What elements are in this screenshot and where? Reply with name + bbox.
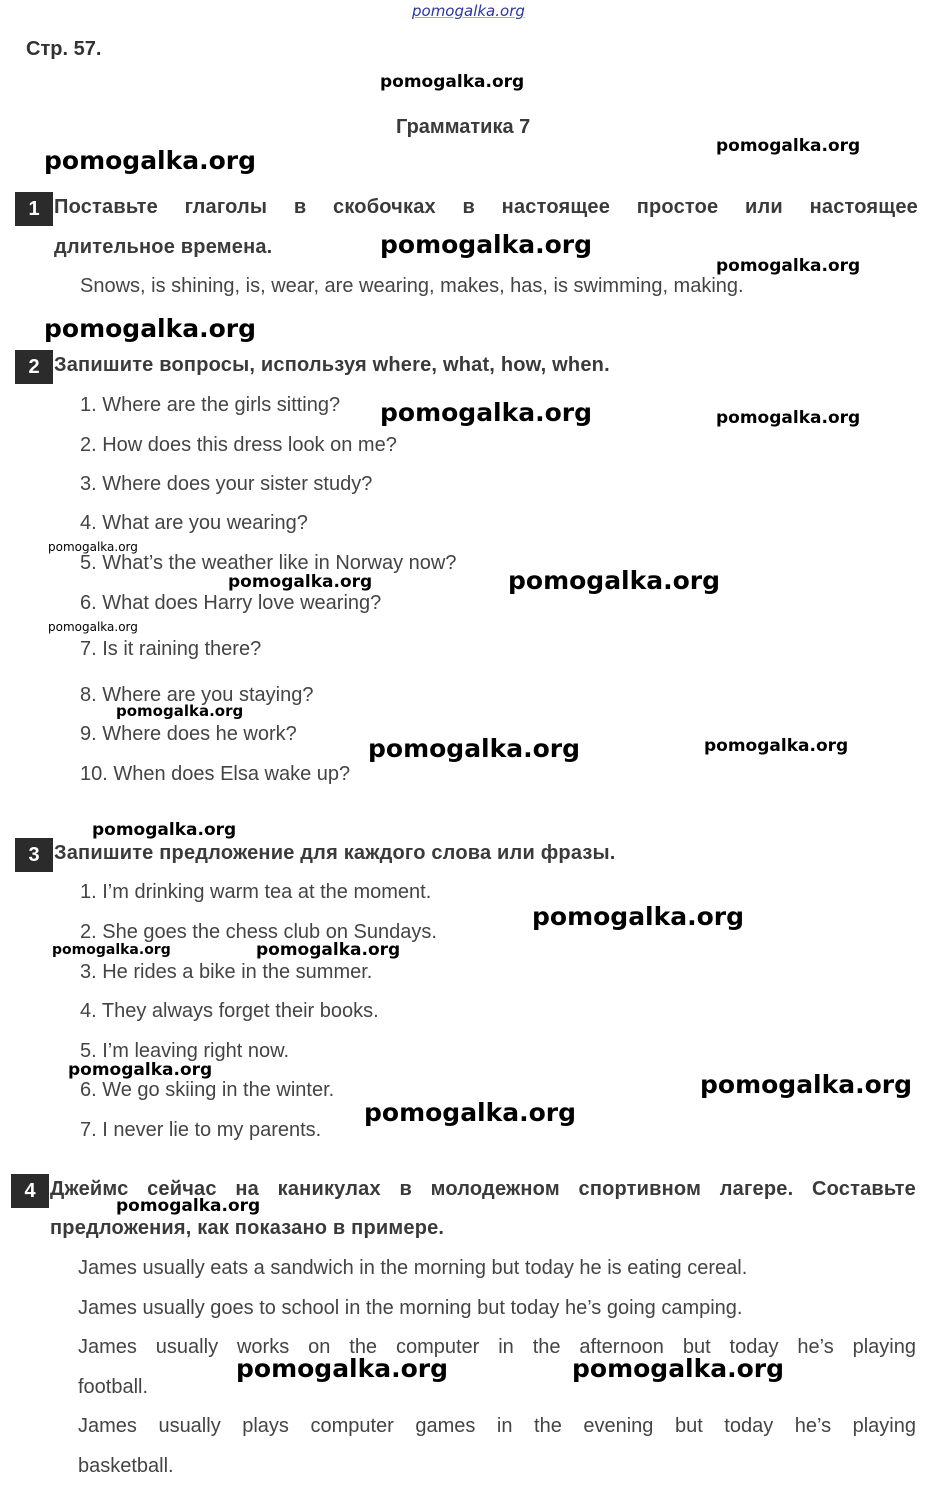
task2-item: 1. Where are the girls sitting?: [80, 394, 341, 416]
task4-instruction-line2: предложения, как показано в примере.: [50, 1217, 445, 1239]
watermark: pomogalka.org: [532, 902, 745, 931]
task3-item: 6. We go skiing in the winter.: [80, 1079, 335, 1101]
page-title: Грамматика 7: [396, 116, 531, 138]
task4-line: James usually eats a sandwich in the morning but today he is eating cereal.: [78, 1257, 748, 1279]
watermark: pomogalka.org: [92, 820, 237, 840]
task1-instruction-line1: Поставьте глаголы в скобочках в настоящее простое или настоящее: [54, 196, 918, 218]
task2-item: 10. When does Elsa wake up?: [80, 763, 351, 785]
task3-item: 2. She goes the chess club on Sundays.: [80, 921, 437, 943]
watermark: pomogalka.org: [68, 1060, 213, 1080]
watermark: pomogalka.org: [228, 572, 373, 592]
task2-item: 6. What does Harry love wearing?: [80, 592, 382, 614]
watermark: pomogalka.org: [716, 256, 861, 276]
task2-item: 8. Where are you staying?: [80, 684, 314, 706]
task4-line: James usually works on the computer in the afternoon but today he’s playing: [78, 1336, 916, 1358]
task-number-3: 3: [15, 838, 53, 872]
watermark: pomogalka.org: [44, 314, 257, 343]
task2-item: 5. What’s the weather like in Norway now?: [80, 552, 457, 574]
watermark: pomogalka.org: [380, 398, 593, 427]
watermark: pomogalka.org: [44, 146, 257, 175]
watermark: pomogalka.org: [116, 1196, 261, 1216]
task2-item: 7. Is it raining there?: [80, 638, 262, 660]
watermark: pomogalka.org: [508, 566, 721, 595]
task-number-1: 1: [15, 192, 53, 226]
task3-item: 4. They always forget their books.: [80, 1000, 379, 1022]
watermark: pomogalka.org: [380, 72, 525, 92]
watermark: pomogalka.org: [380, 230, 593, 259]
task3-item: 1. I’m drinking warm tea at the moment.: [80, 881, 432, 903]
task2-item: 2. How does this dress look on me?: [80, 434, 397, 456]
task2-instruction: Запишите вопросы, используя where, what, how, when.: [54, 354, 610, 376]
task3-instruction: Запишите предложение для каждого слова или фразы.: [54, 842, 616, 864]
watermark: pomogalka.org: [48, 540, 138, 554]
task1-instruction-line2: длительное времена.: [54, 236, 273, 258]
watermark: pomogalka.org: [704, 736, 849, 756]
watermark: pomogalka.org: [572, 1354, 785, 1383]
task4-line: James usually goes to school in the morning but today he’s going camping.: [78, 1297, 743, 1319]
watermark: pomogalka.org: [716, 408, 861, 428]
task2-item: 4. What are you wearing?: [80, 512, 308, 534]
task2-item: 9. Where does he work?: [80, 723, 297, 745]
watermark: pomogalka.org: [48, 620, 138, 634]
task3-item: 7. I never lie to my parents.: [80, 1119, 322, 1141]
task4-instruction-line1: Джеймс сейчас на каникулах в молодежном спортивном лагере. Составьте: [50, 1178, 916, 1200]
task-number-2: 2: [15, 350, 53, 384]
task3-item: 5. I’m leaving right now.: [80, 1040, 289, 1062]
task-number-4: 4: [11, 1174, 49, 1208]
watermark: pomogalka.org: [116, 702, 244, 720]
watermark: pomogalka.org: [368, 734, 581, 763]
watermark: pomogalka.org: [716, 136, 861, 156]
watermark: pomogalka.org: [364, 1098, 577, 1127]
task4-line: James usually plays computer games in the evening but today he’s playing: [78, 1415, 916, 1437]
watermark: pomogalka.org: [52, 942, 171, 958]
task1-answer: Snows, is shining, is, wear, are wearing, makes, has, is swimming, making.: [80, 275, 744, 297]
task3-item: 3. He rides a bike in the summer.: [80, 961, 373, 983]
watermark-top: pomogalka.org: [412, 2, 525, 20]
task4-line: football.: [78, 1376, 149, 1398]
task4-line: basketball.: [78, 1455, 174, 1477]
page-number: Стр. 57.: [26, 38, 102, 60]
watermark: pomogalka.org: [256, 940, 401, 960]
watermark: pomogalka.org: [236, 1354, 449, 1383]
task2-item: 3. Where does your sister study?: [80, 473, 373, 495]
watermark: pomogalka.org: [700, 1070, 913, 1099]
